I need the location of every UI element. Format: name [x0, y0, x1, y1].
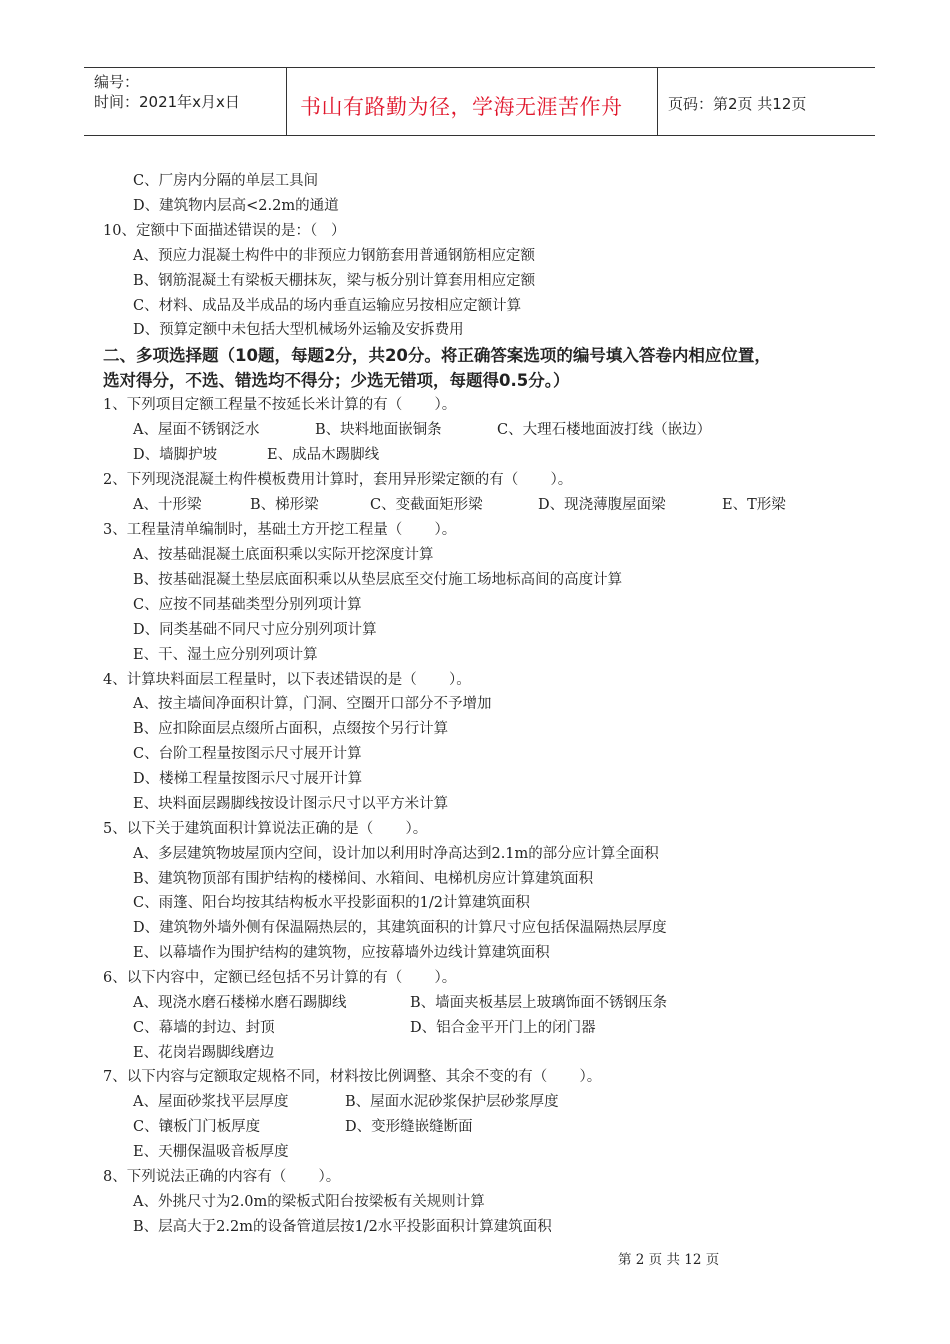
- option-item: E、天棚保温吸音板厚度: [133, 1144, 289, 1160]
- option-item: A、屋面砂浆找平层厚度: [133, 1094, 289, 1110]
- option-item: D、现浇薄腹屋面梁: [538, 497, 666, 513]
- question-line: 10、定额中下面描述错误的是：（ ）: [103, 223, 346, 239]
- header-divider-left: [286, 67, 287, 136]
- question-line: 5、以下关于建筑面积计算说法正确的是（ ）。: [103, 821, 428, 837]
- option-line: D、同类基础不同尺寸应分别列项计算: [133, 622, 377, 638]
- question-line: 3、工程量清单编制时，基础土方开挖工程量（ ）。: [103, 522, 457, 538]
- option-item: E、成品木踢脚线: [267, 447, 380, 463]
- question-line: 2、下列现浇混凝土构件模板费用计算时，套用异形梁定额的有（ ）。: [103, 472, 573, 488]
- option-item: B、屋面水泥砂浆保护层砂浆厚度: [345, 1094, 559, 1110]
- header-time-label: 时间：2021年x月x日: [94, 93, 240, 111]
- header-number-label: 编号：: [94, 73, 140, 91]
- option-line: E、干、湿土应分别列项计算: [133, 647, 318, 663]
- question-line: 6、以下内容中，定额已经包括不另计算的有（ ）。: [103, 970, 457, 986]
- option-item: A、现浇水磨石楼梯水磨石踢脚线: [133, 995, 347, 1011]
- question-line: 7、以下内容与定额取定规格不同，材料按比例调整、其余不变的有（ ）。: [103, 1069, 602, 1085]
- option-item: A、屋面不锈钢泛水: [133, 422, 260, 438]
- option-item: C、大理石楼地面波打线（嵌边）: [497, 422, 712, 438]
- option-item: D、铝合金平开门上的闭门器: [410, 1020, 596, 1036]
- page-footer: 第 2 页 共 12 页: [618, 1252, 720, 1268]
- option-line: B、层高大于2.2m的设备管道层按1/2水平投影面积计算建筑面积: [133, 1219, 552, 1235]
- option-line: A、多层建筑物坡屋顶内空间，设计加以利用时净高达到2.1m的部分应计算全面积: [133, 846, 659, 862]
- option-line: B、建筑物顶部有围护结构的楼梯间、水箱间、电梯机房应计算建筑面积: [133, 871, 594, 887]
- section-heading: 二、多项选择题（10题，每题2分，共20分。将正确答案选项的编号填入答卷内相应位置，: [103, 346, 771, 365]
- option-item: C、变截面矩形梁: [370, 497, 483, 513]
- question-line: 4、计算块料面层工程量时，以下表述错误的是（ ）。: [103, 672, 471, 688]
- option-item: D、变形缝嵌缝断面: [345, 1119, 473, 1135]
- option-item: B、梯形梁: [250, 497, 319, 513]
- option-line: C、应按不同基础类型分别列项计算: [133, 597, 362, 613]
- option-item: B、块料地面嵌铜条: [315, 422, 442, 438]
- option-item: E、花岗岩踢脚线磨边: [133, 1045, 275, 1061]
- header-motto: 书山有路勤为径，学海无涯苦作舟: [300, 95, 623, 119]
- option-line: C、雨篷、阳台均按其结构板水平投影面积的1/2计算建筑面积: [133, 895, 530, 911]
- header-page-label: 页码：第2页 共12页: [668, 95, 807, 113]
- option-line: D、建筑物内层高<2.2m的通道: [133, 198, 339, 214]
- option-line: E、以幕墙作为围护结构的建筑物，应按幕墙外边线计算建筑面积: [133, 945, 550, 961]
- option-line: B、应扣除面层点缀所占面积，点缀按个另行计算: [133, 721, 449, 737]
- option-item: B、墙面夹板基层上玻璃饰面不锈钢压条: [410, 995, 668, 1011]
- option-line: C、台阶工程量按图示尺寸展开计算: [133, 746, 362, 762]
- header-bottom-rule: [84, 135, 875, 136]
- option-line: D、建筑物外墙外侧有保温隔热层的，其建筑面积的计算尺寸应包括保温隔热层厚度: [133, 920, 667, 936]
- option-item: C、幕墙的封边、封顶: [133, 1020, 275, 1036]
- option-line: C、厂房内分隔的单层工具间: [133, 173, 319, 189]
- option-line: A、预应力混凝土构件中的非预应力钢筋套用普通钢筋相应定额: [133, 248, 535, 264]
- option-line: D、楼梯工程量按图示尺寸展开计算: [133, 771, 363, 787]
- option-line: A、按基础混凝土底面积乘以实际开挖深度计算: [133, 547, 434, 563]
- option-line: D、预算定额中未包括大型机械场外运输及安拆费用: [133, 322, 464, 338]
- option-line: A、外挑尺寸为2.0m的梁板式阳台按梁板有关规则计算: [133, 1194, 485, 1210]
- option-item: C、镶板门门板厚度: [133, 1119, 261, 1135]
- option-line: A、按主墙间净面积计算，门洞、空圈开口部分不予增加: [133, 696, 492, 712]
- option-line: E、块料面层踢脚线按设计图示尺寸以平方米计算: [133, 796, 449, 812]
- option-item: E、T形梁: [722, 497, 786, 513]
- option-line: B、钢筋混凝土有梁板天棚抹灰，梁与板分别计算套用相应定额: [133, 273, 536, 289]
- option-item: D、墙脚护坡: [133, 447, 218, 463]
- option-line: B、按基础混凝土垫层底面积乘以从垫层底至交付施工场地标高间的高度计算: [133, 572, 623, 588]
- option-item: A、十形梁: [133, 497, 202, 513]
- option-line: C、材料、成品及半成品的场内垂直运输应另按相应定额计算: [133, 298, 522, 314]
- section-heading-cont: 选对得分，不选、错选均不得分；少选无错项，每题得0.5分。）: [103, 371, 570, 390]
- header-top-rule: [84, 67, 875, 68]
- question-line: 1、下列项目定额工程量不按延长米计算的有（ ）。: [103, 397, 457, 413]
- question-line: 8、下列说法正确的内容有（ ）。: [103, 1169, 341, 1185]
- header-divider-right: [657, 67, 658, 136]
